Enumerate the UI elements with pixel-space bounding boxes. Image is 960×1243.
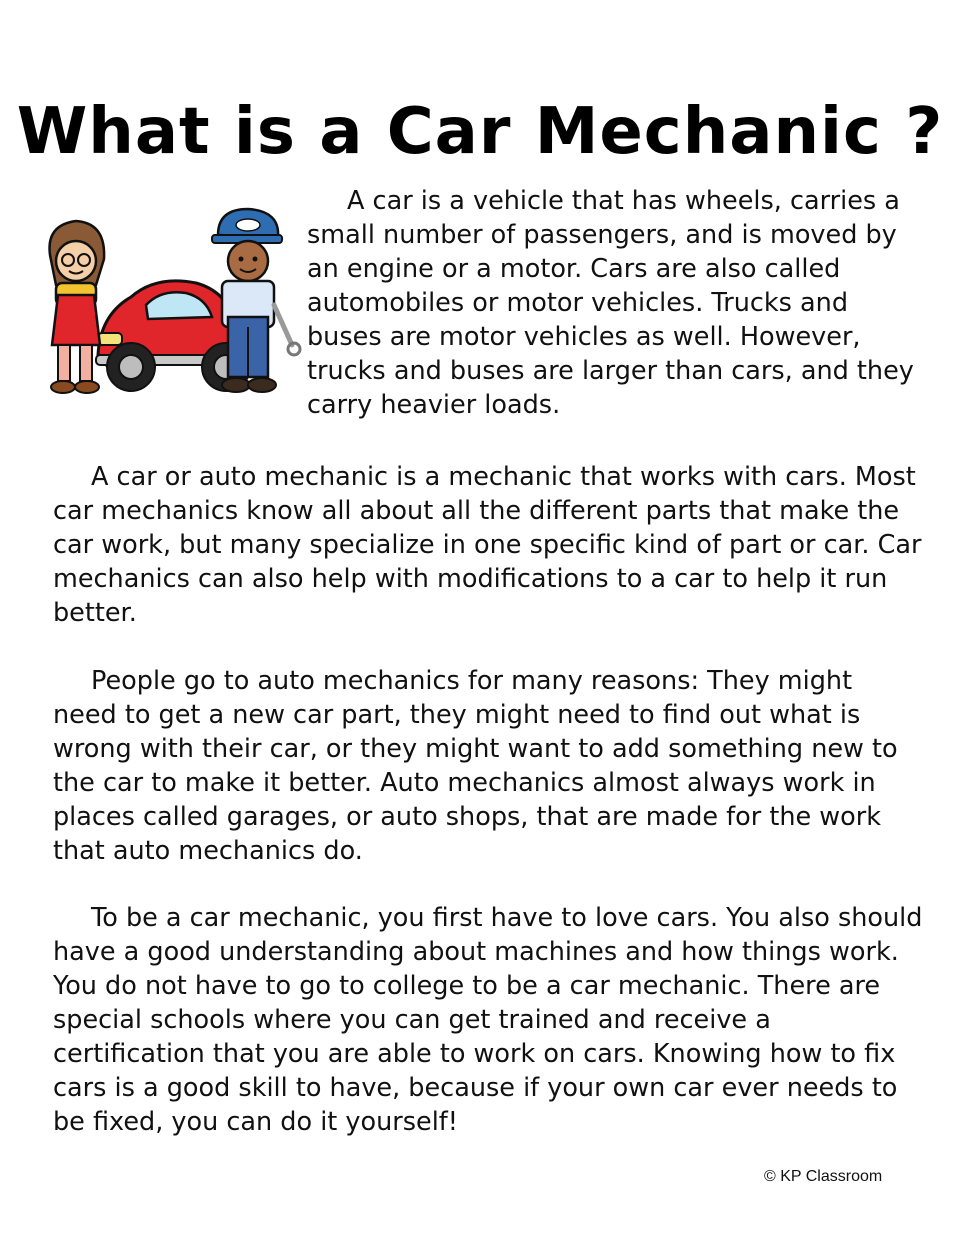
page-title: What is a Car Mechanic ?	[16, 94, 944, 169]
paragraph-become: To be a car mechanic, you first have to love cars. You also should have a good understanding about machines and how things work. You do not have to go to college to be a car mechanic. There are special schools where you can get trained and receive a certification that you are able to work on cars. Knowing how to fix cars is a good skill to have, because if your own car ever needs to be fixed, you can do it yourself!	[53, 903, 923, 1137]
copyright-notice: © KP Classroom	[764, 1168, 883, 1185]
paragraph-reasons: People go to auto mechanics for many reasons: They might need to get a new car part, they might need to find out what is wrong with their car, or they might want to add something new to the car to make it better. Auto mechanics almost always work in places called garages, or auto shops, that are made for the work that auto mechanics do.	[53, 666, 898, 866]
paragraph-intro: A car is a vehicle that has wheels, carries a small number of passengers, and is moved by an engine or a motor. Cars are also called automobiles or motor vehicles. Trucks and buses are motor vehicles as well. However, trucks and buses are larger than cars, and they carry heavier loads.	[307, 186, 914, 420]
girl-figure	[50, 221, 105, 393]
kids-with-red-car-icon	[36, 205, 304, 405]
paragraph-mechanic: A car or auto mechanic is a mechanic that works with cars. Most car mechanics know all about all the different parts that make the car work, but many specialize in one specific kind of part or car. Car mechanics can also help with modifications to a car to help it run better.	[53, 462, 922, 628]
